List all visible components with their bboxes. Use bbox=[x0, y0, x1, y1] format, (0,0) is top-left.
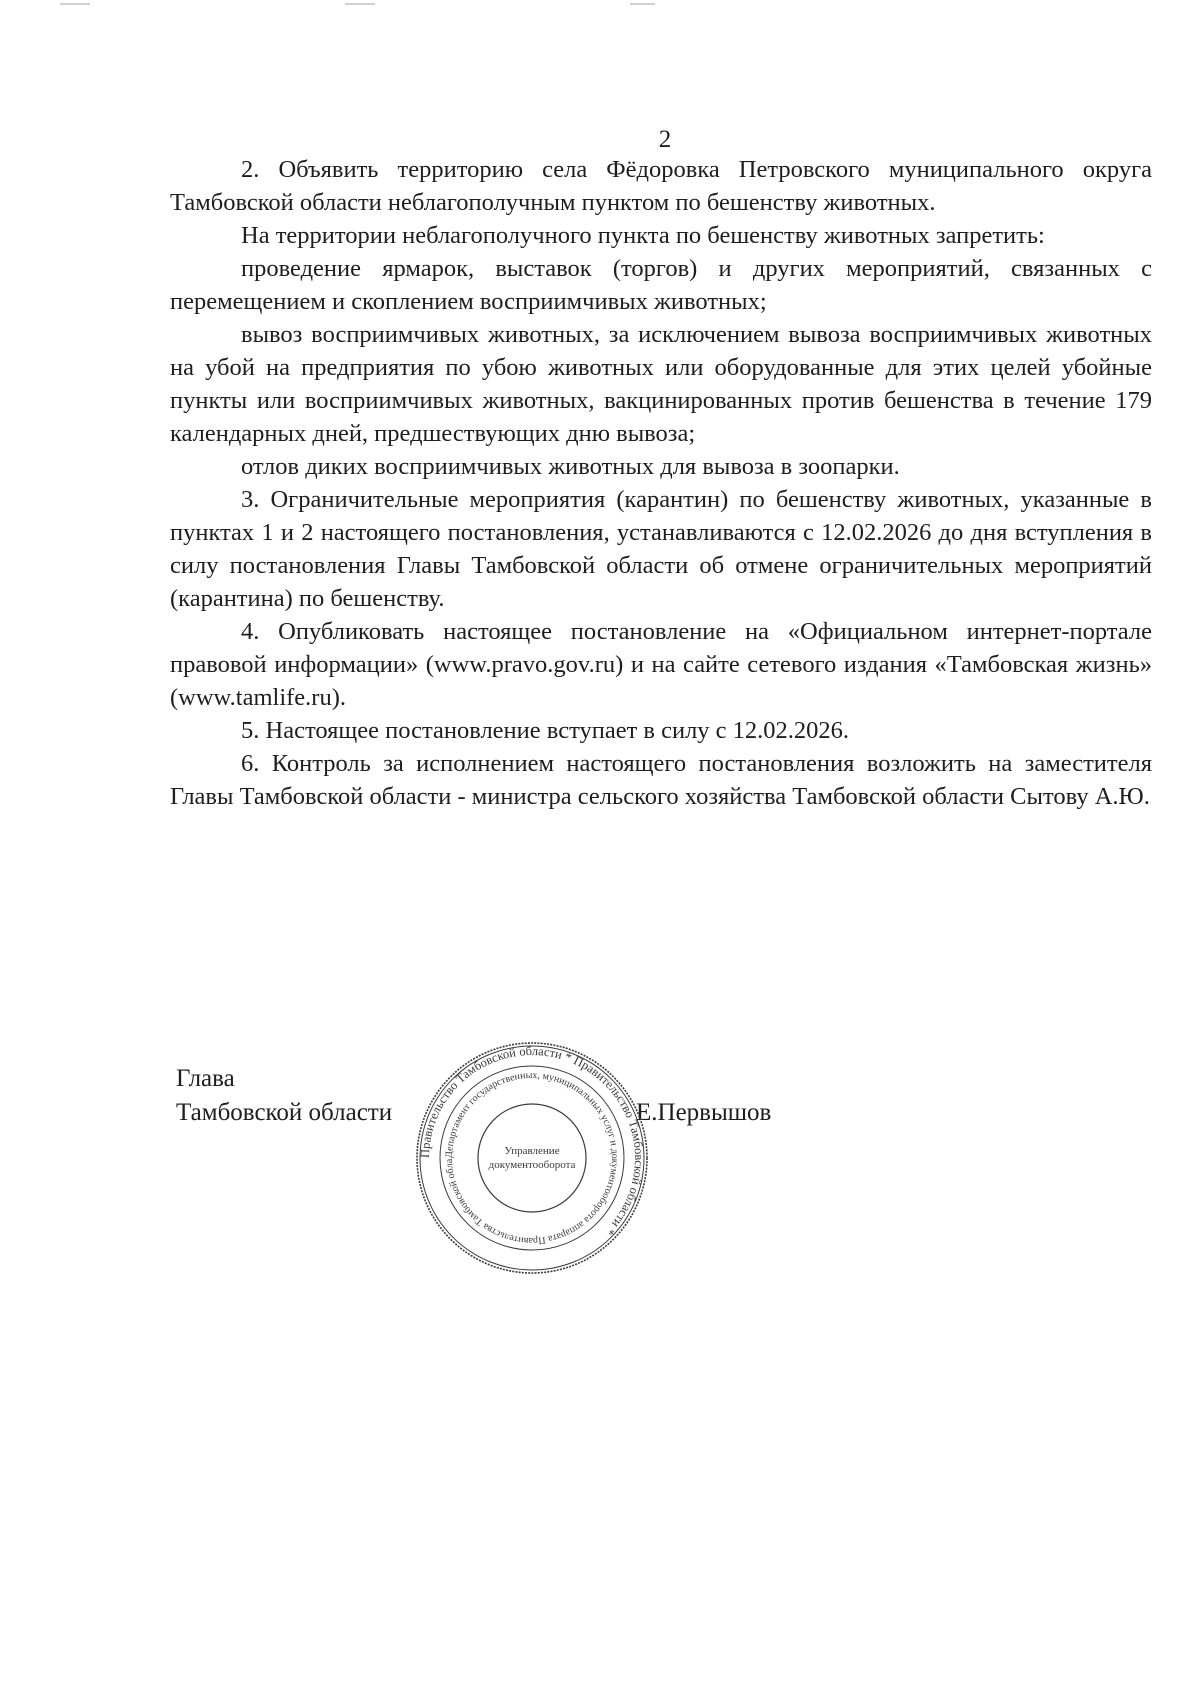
signatory-name: Е.Первышов bbox=[636, 1099, 772, 1126]
page-number: 2 bbox=[658, 126, 672, 153]
stamp-inner-text-path: Департамент государственных, муниципальных услуг и документооборота аппарата Правительства Тамбовской обла bbox=[443, 1069, 621, 1247]
stamp-seal bbox=[414, 1040, 650, 1276]
stamp-center-line1: Управление bbox=[504, 1145, 560, 1157]
paragraph-prohibition-capture: отлов диких восприимчивых животных для вывоза в зоопарки. bbox=[241, 453, 900, 480]
paragraph-item-4: 4. Опубликовать настоящее постановление на «Официальном интернет-портале правовой информации» (www.pravo.gov.ru) и на сайте сетевого издания «Тамбовская жизнь» (www.tamlife.ru). bbox=[170, 618, 1152, 711]
paragraph-prohibition-fairs: проведение ярмарок, выставок (торгов) и других мероприятий, связанных с перемещением и скоплением восприимчивых животных; bbox=[170, 255, 1152, 315]
signatory-title-line2: Тамбовской области bbox=[176, 1099, 393, 1126]
paragraph-item-3: 3. Ограничительные мероприятия (карантин) по бешенству животных, указанные в пунктах 1 и 2 настоящего постановления, устанавливаются с 12.02.2026 до дня вступления в силу постановления Главы Тамбовской области об отмене ограничительных мероприятий (карантина) по бешенству. bbox=[170, 486, 1152, 612]
paragraph-item-6: 6. Контроль за исполнением настоящего постановления возложить на заместителя Главы Тамбовской области - министра сельского хозяйства Тамбовской области Сытову А.Ю. bbox=[170, 750, 1152, 810]
stamp-inner-ring bbox=[478, 1104, 586, 1212]
scan-artifact bbox=[630, 3, 655, 5]
stamp-center-line2: документооборота bbox=[488, 1159, 576, 1171]
scan-artifact bbox=[345, 3, 375, 5]
paragraph-prohibition-export: вывоз восприимчивых животных, за исключением вывоза восприимчивых животных на убой на предприятия по убою животных или оборудованные для этих целей убойные пункты или восприимчивых животных, вакцинированных против бешенства в течение 179 календарных дней, предшествующих дню вывоза; bbox=[170, 321, 1152, 447]
paragraph-item-2: 2. Объявить территорию села Фёдоровка Петровского муниципального округа Тамбовской области неблагополучным пунктом по бешенству животных. bbox=[170, 156, 1152, 216]
paragraph-prohibitions-intro: На территории неблагополучного пункта по бешенству животных запретить: bbox=[241, 222, 1045, 249]
signatory-title-line1: Глава bbox=[176, 1065, 235, 1092]
scan-artifact bbox=[60, 3, 90, 5]
document-body bbox=[170, 153, 1152, 813]
stamp-outer-text-path: Правительство Тамбовской области * Правительство Тамбовской области * bbox=[417, 1043, 647, 1239]
paragraph-item-5: 5. Настоящее постановление вступает в силу с 12.02.2026. bbox=[241, 717, 850, 744]
official-stamp bbox=[414, 1040, 650, 1276]
stamp-middle-ring bbox=[440, 1066, 624, 1250]
